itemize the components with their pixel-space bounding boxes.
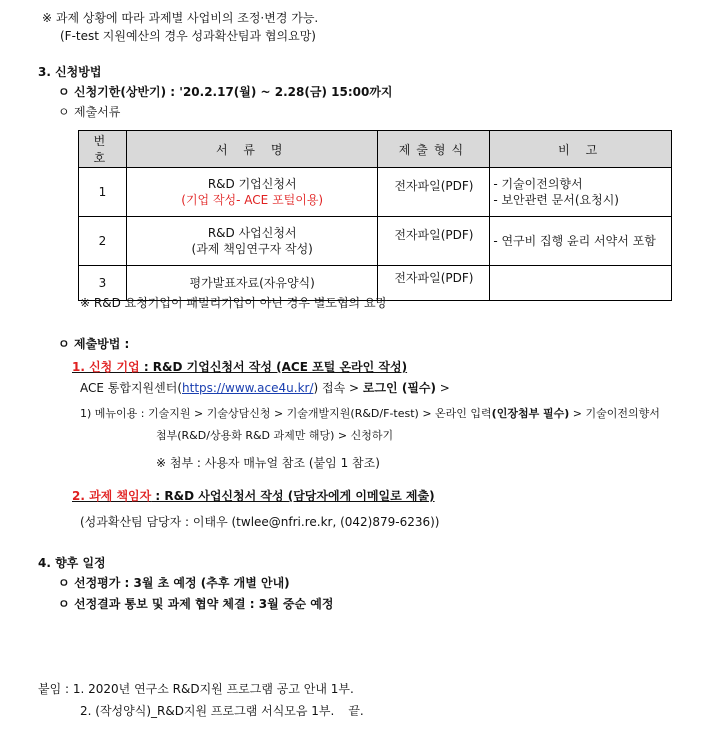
menu-path-end: > 기술이전의향서: [569, 407, 660, 420]
schedule-item-1: [58, 575, 290, 591]
doc-name-line2: (기업 작성- ACE 포털이용): [181, 193, 324, 207]
row-doc-name: 평가발표자료(자유양식): [126, 266, 378, 301]
table-row: [79, 217, 672, 266]
schedule-text-2: 선정결과 통보 및 과제 협약 체결 : 3월 중순 예정: [74, 597, 334, 611]
doc-name-line2: (과제 책임연구자 작성): [191, 242, 313, 256]
bullet-icon: ㅇ: [58, 105, 70, 119]
row-no: 2: [79, 217, 127, 266]
row-format: 전자파일(PDF): [378, 266, 490, 301]
ace-prefix: ACE 통합지원센터(: [80, 381, 183, 395]
ace-url-link[interactable]: https://www.ace4u.kr/: [182, 381, 314, 395]
row-remark: [490, 266, 672, 301]
docs-label: 제출서류: [74, 105, 121, 119]
step2-contact: (성과확산팀 담당자 : 이태우 (twlee@nfri.re.kr, (042)879-6236)): [80, 515, 440, 529]
attachment-label: 붙임 :: [38, 682, 73, 696]
remark-line1: - 기술이전의향서: [493, 177, 583, 191]
table-header-row: [79, 131, 672, 168]
ace-login-required: 로그인 (필수): [362, 381, 436, 395]
attach-note: ※ 첨부 : 사용자 매뉴얼 참조 (붙임 1 참조): [156, 456, 380, 470]
header-remark: 비 고: [490, 131, 672, 168]
step2-desc: : R&D 사업신청서 작성 (담당자에게 이메일로 제출): [151, 489, 435, 503]
ace-access-line: [80, 380, 450, 396]
bullet-icon: ㅇ: [58, 85, 70, 99]
doc-name-line1: R&D 기업신청서: [207, 177, 297, 191]
documents-table: [78, 130, 672, 301]
menu-usage-line1: [80, 406, 660, 422]
bullet-icon: ㅇ: [58, 337, 70, 351]
section4-title: 4. 향후 일정: [38, 556, 106, 570]
top-note-line2: (F-test 지원예산의 경우 성과확산팀과 협의요망): [60, 29, 316, 43]
row-no: 1: [79, 168, 127, 217]
header-no: 번 호: [79, 131, 127, 168]
table-row: [79, 168, 672, 217]
step1-number: 1. 신청 기업: [72, 360, 140, 374]
doc-name-line1: R&D 사업신청서: [207, 226, 297, 240]
ace-end: >: [435, 381, 450, 395]
top-note-line1: ※ 과제 상황에 따라 과제별 사업비의 조정·변경 가능.: [42, 11, 319, 25]
row-remark: [490, 217, 672, 266]
menu-usage-line2: 첨부(R&D/상용화 R&D 과제만 해당) > 신청하기: [156, 429, 394, 442]
schedule-item-2: [58, 596, 333, 612]
deadline-text: 신청기한(상반기) : '20.2.17(월) ~ 2.28(금) 15:00까지: [74, 85, 393, 99]
deadline-item: [58, 84, 393, 100]
section3-title: 3. 신청방법: [38, 65, 102, 79]
bullet-icon: ㅇ: [58, 576, 70, 590]
header-doc-name: 서 류 명: [126, 131, 378, 168]
attachment-item-1: 1. 2020년 연구소 R&D지원 프로그램 공고 안내 1부.: [72, 682, 354, 696]
step2-number: 2. 과제 책임자: [72, 489, 152, 503]
attachment-line1: [38, 681, 354, 697]
row-doc-name: [126, 217, 378, 266]
method-label-item: [58, 336, 129, 352]
row-remark: [490, 168, 672, 217]
table-note: ※ R&D 요청기업이 패밀리기업이 아닌 경우 별도협의 요망: [80, 296, 388, 310]
step2-title: [72, 488, 435, 504]
schedule-text-1: 선정평가 : 3월 초 예정 (추후 개별 안내): [74, 576, 290, 590]
end-mark: 끝.: [348, 704, 364, 718]
remark-line1: - 연구비 집행 윤리 서약서 포함: [493, 234, 656, 248]
step1-title: [72, 359, 407, 375]
docs-label-item: [58, 104, 120, 120]
ace-mid: ) 접속 >: [313, 381, 363, 395]
header-format: 제출형식: [378, 131, 490, 168]
attachment-line2: [80, 703, 364, 719]
row-no: 3: [79, 266, 127, 301]
method-label: 제출방법 :: [74, 337, 130, 351]
attachment-item-2: 2. (작성양식)_R&D지원 프로그램 서식모음 1부.: [80, 704, 335, 718]
row-format: 전자파일(PDF): [378, 217, 490, 266]
bullet-icon: ㅇ: [58, 597, 70, 611]
remark-line2: - 보안관련 문서(요청시): [493, 193, 619, 207]
step1-desc: : R&D 기업신청서 작성 (ACE 포털 온라인 작성): [139, 360, 408, 374]
menu-path: 1) 메뉴이용 : 기술지원 > 기술상담신청 > 기술개발지원(R&D/F-test) > 온라인 입력: [80, 407, 492, 420]
row-format: 전자파일(PDF): [378, 168, 490, 217]
seal-required: (인장첨부 필수): [491, 407, 570, 420]
row-doc-name: [126, 168, 378, 217]
